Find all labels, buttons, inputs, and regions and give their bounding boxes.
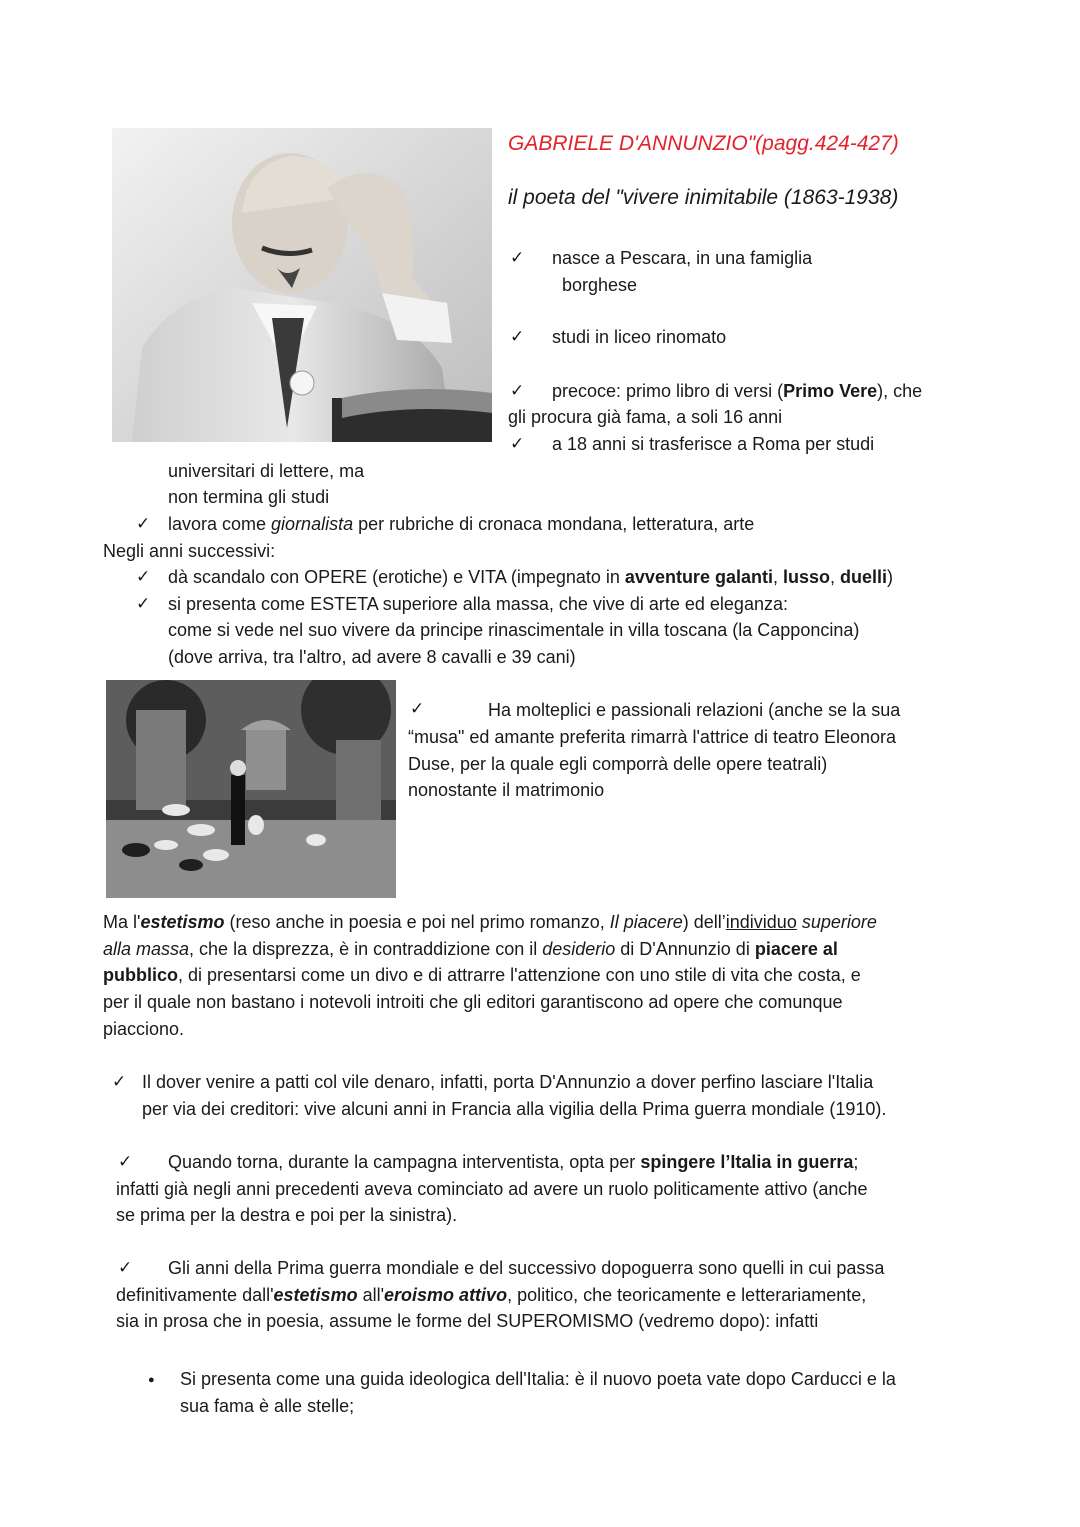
estetismo-paragraph-line4: per il quale non bastano i notevoli introiti che gli editori garantiscono ad opere che comunque: [103, 992, 843, 1012]
esteta-text-line1: si presenta come ESTETA superiore alla massa, che vive di arte ed eleganza:: [168, 594, 788, 614]
check-icon: ✓: [510, 434, 525, 454]
roma-text-line1: a 18 anni si trasferisce a Roma per studi: [552, 434, 875, 454]
esteta-text-line3: (dove arriva, tra l'altro, ad avere 8 cavalli e 39 cani): [168, 647, 576, 667]
check-icon: ✓: [510, 381, 525, 401]
money-text-line2: per via dei creditori: vive alcuni anni in Francia alla vigilia della Prima guerra mondiale (1910).: [142, 1099, 887, 1119]
relations-text-line4: nonostante il matrimonio: [408, 780, 605, 800]
birth-text-line1: nasce a Pescara, in una famiglia: [552, 248, 813, 268]
villa-dogs-photo: [106, 680, 396, 898]
roma-text-line2: universitari di lettere, ma: [168, 461, 365, 481]
portrait-photo: [112, 128, 492, 442]
check-icon: ✓: [136, 567, 151, 587]
heroism-text-line3: sia in prosa che in poesia, assume le forme del SUPEROMISMO (vedremo dopo): infatti: [116, 1311, 819, 1331]
esteta-text-line2: come si vede nel suo vivere da principe rinascimentale in villa toscana (la Capponcina): [168, 620, 860, 640]
precoce-text: precoce: primo libro di versi (Primo Vere), che: [552, 381, 923, 401]
precoce-text-line2: gli procura già fama, a soli 16 anni: [508, 407, 783, 427]
check-icon: ✓: [136, 594, 151, 614]
money-text-line1: Il dover venire a patti col vile denaro, infatti, porta D'Annunzio a dover perfino lasciare l'Italia: [142, 1072, 874, 1092]
roma-text-line3: non termina gli studi: [168, 487, 330, 507]
page-title: GABRIELE D'ANNUNZIO"(pagg.424-427): [508, 132, 899, 155]
estetismo-paragraph-line2: alla massa, che la disprezza, è in contraddizione con il desiderio di D'Annunzio di piacere al: [103, 939, 838, 959]
check-icon: ✓: [510, 327, 525, 347]
relations-text-line3: Duse, per la quale egli comporrà delle opere teatrali): [408, 754, 828, 774]
estetismo-paragraph-line5: piacciono.: [103, 1019, 185, 1039]
relations-text-line1: Ha molteplici e passionali relazioni (anche se la sua: [488, 700, 901, 720]
scandal-text: dà scandalo con OPERE (erotiche) e VITA (impegnato in avventure galanti, lusso, duelli): [168, 567, 894, 587]
check-icon: ✓: [118, 1258, 133, 1278]
check-icon: ✓: [112, 1072, 127, 1092]
relations-text-line2: “musa" ed amante preferita rimarrà l'attrice di teatro Eleonora: [408, 727, 897, 747]
war-text-line3: se prima per la destra e poi per la sinistra).: [116, 1205, 458, 1225]
heroism-text-line2: definitivamente dall'estetismo all'eroismo attivo, politico, che teoricamente e letterariamente,: [116, 1285, 867, 1305]
war-text-line1: Quando torna, durante la campagna interventista, opta per spingere l’Italia in guerra;: [168, 1152, 859, 1172]
school-text: studi in liceo rinomato: [552, 327, 727, 347]
check-icon: ✓: [510, 248, 525, 268]
check-icon: ✓: [410, 699, 425, 719]
birth-text-line2: borghese: [562, 275, 638, 295]
page-subtitle: il poeta del "vivere inimitabile (1863-1938): [508, 186, 899, 209]
bullet-icon: ●: [148, 1374, 155, 1386]
estetismo-paragraph-line3: pubblico, di presentarsi come un divo e di attrarre l'attenzione con uno stile di vita che costa, e: [103, 965, 861, 985]
check-icon: ✓: [136, 514, 151, 534]
estetismo-paragraph-line1: Ma l'estetismo (reso anche in poesia e poi nel primo romanzo, Il piacere) dell’individuo superiore: [103, 912, 877, 932]
journalist-text: lavora come giornalista per rubriche di cronaca mondana, letteratura, arte: [168, 514, 755, 534]
villa-illustration: [106, 680, 396, 898]
war-text-line2: infatti già negli anni precedenti aveva cominciato ad avere un ruolo politicamente attivo (anche: [116, 1179, 868, 1199]
portrait-illustration: [112, 128, 492, 442]
guide-text-line2: sua fama è alle stelle;: [180, 1396, 355, 1416]
heroism-text-line1: Gli anni della Prima guerra mondiale e del successivo dopoguerra sono quelli in cui passa: [168, 1258, 885, 1278]
later-years-heading: Negli anni successivi:: [103, 541, 276, 561]
guide-text-line1: Si presenta come una guida ideologica dell'Italia: è il nuovo poeta vate dopo Carducci e la: [180, 1369, 896, 1389]
check-icon: ✓: [118, 1152, 133, 1172]
